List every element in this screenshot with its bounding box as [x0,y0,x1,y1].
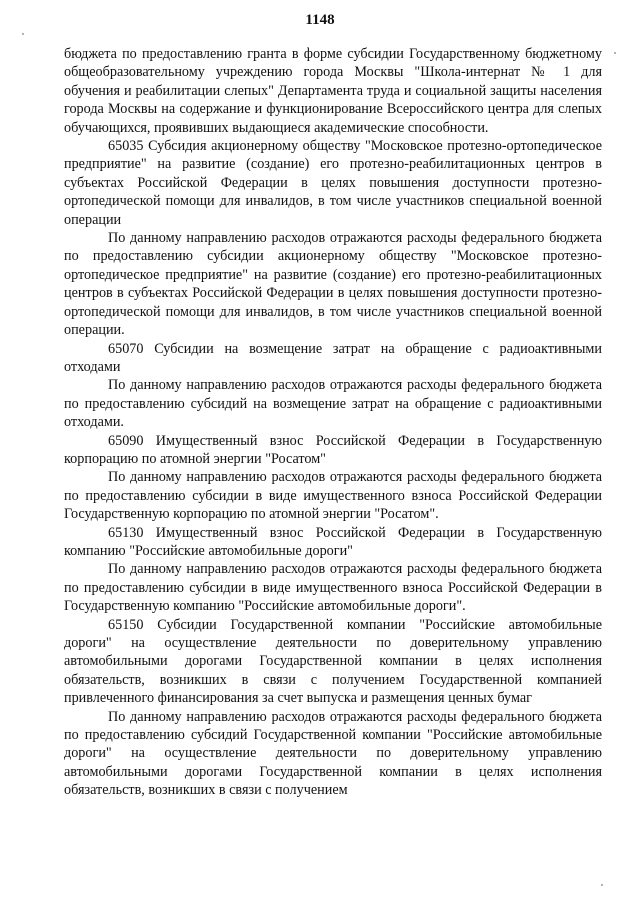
scan-speck [614,52,616,54]
paragraph-65090-description: По данному направлению расходов отражаются расходы федерального бюджета по предоставлению субсидии в виде имущественного взноса Российской Федерации Государственную корпорацию по атомной энергии "Росатом". [64,469,602,523]
paragraph-65150-description: По данному направлению расходов отражаются расходы федерального бюджета по предоставлению субсидий Государственной компании "Российские автомобильные дороги" на осуществление деятельности по доверительному управлению автомобильными дорогами Государственной компании в целях исполнения обязательств, возникших в связи с получением [64,708,602,799]
paragraph-65035-heading: 65035 Субсидия акционерному обществу "Московское протезно-ортопедическое предприятие" на развитие (создание) его протезно-реабилитационных центров в субъектах Российской Федерации в целях повышения доступности протезно-ортопедической помощи для инвалидов, в том числе участников специальной военной операции [64,138,602,228]
paragraph-65150-heading: 65150 Субсидии Государственной компании "Российские автомобильные дороги" на осуществление деятельности по доверительному управлению автомобильными дорогами Государственной компании в целях исполнения обязательств, возникших в связи с получением Государственной компанией привлеченного финансирования за счет выпуска и размещения ценных бумаг [64,616,602,707]
paragraph-65090-heading: 65090 Имущественный взнос Российской Федерации в Государственную корпорацию по атомной энергии "Росатом" [64,432,602,467]
document-body [64,45,602,800]
paragraph-65130-description: По данному направлению расходов отражаются расходы федерального бюджета по предоставлению субсидии в виде имущественного взноса Российской Федерации в Государственную компанию "Российские автомобильные дороги". [64,561,602,615]
paragraph-65070-description: По данному направлению расходов отражаются расходы федерального бюджета по предоставлению субсидий на возмещение затрат на обращение с радиоактивными отходами. [64,377,602,431]
paragraph-intro-continuation: бюджета по предоставлению гранта в форме субсидии Государственному бюджетному общеобразовательному учреждению города Москвы "Школа-интернат № 1 для обучения и реабилитации слепых" Департамента труда и социальной защиты населения города Москвы на содержание и функционирование Всероссийского центра для слепых обучающихся, проявивших выдающиеся академические способности. [64,46,602,136]
scan-speck [601,884,603,886]
scan-speck [22,33,24,35]
paragraph-65070-heading: 65070 Субсидии на возмещение затрат на обращение с радиоактивными отходами [64,340,602,375]
paragraph-65130-heading: 65130 Имущественный взнос Российской Федерации в Государственную компанию "Российские автомобильные дороги" [64,524,602,559]
paragraph-65035-description: По данному направлению расходов отражаются расходы федерального бюджета по предоставлению субсидии акционерному обществу "Московское протезно-ортопедическое предприятие" на развитие (создание) его протезно-реабилитационных центров в субъектах Российской Федерации в целях повышения доступности протезно-ортопедической помощи для инвалидов, в том числе участников специальной военной операции. [64,230,602,339]
page-number: 1148 [305,12,335,28]
